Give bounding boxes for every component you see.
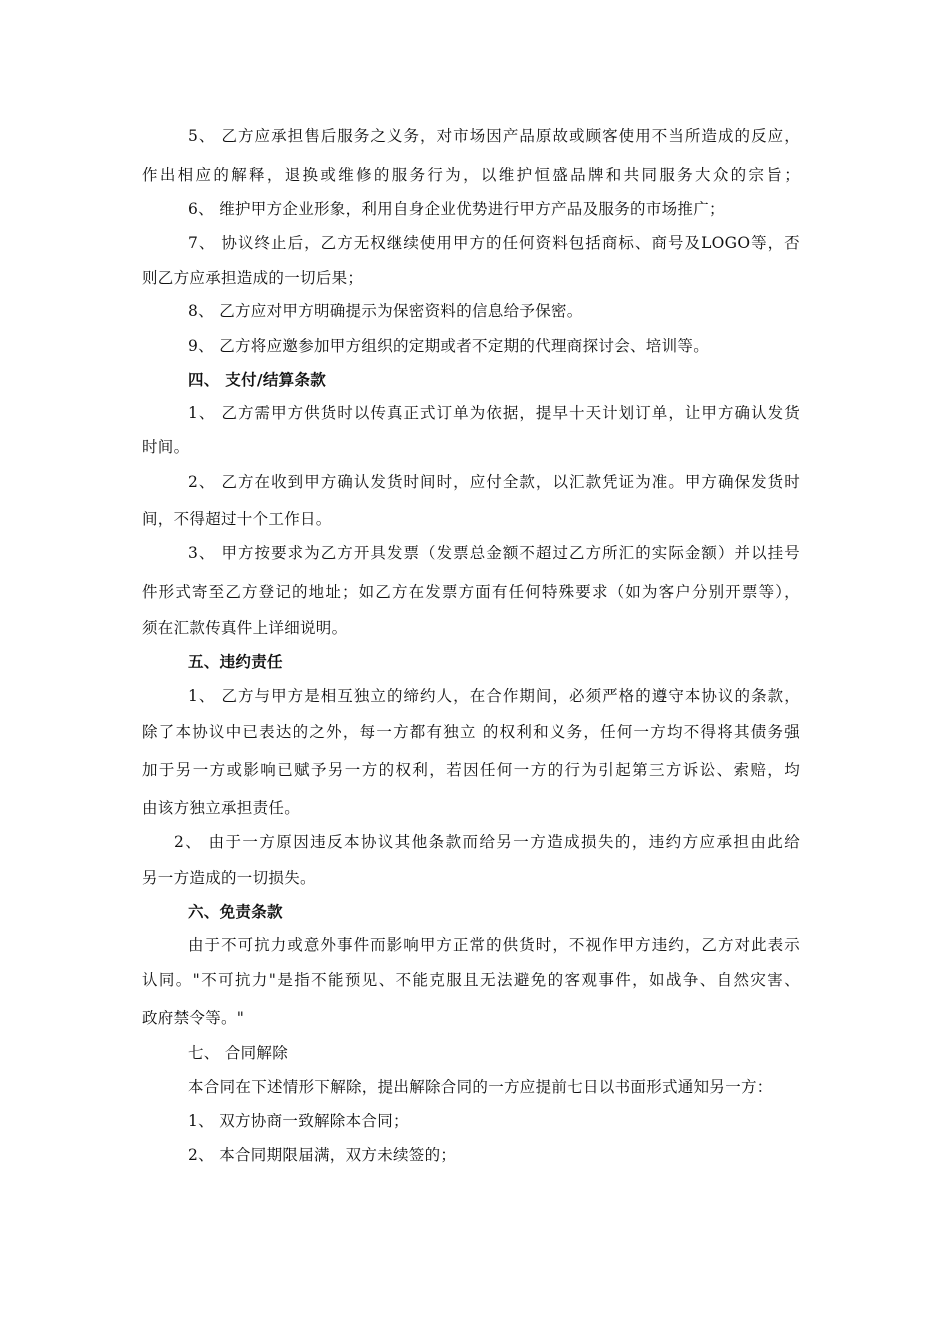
- payment-clause-2-line-2: 间，不得超过十个工作日。: [142, 510, 332, 528]
- clause-5-line-1: 5、 乙方应承担售后服务之义务，对市场因产品原故或顾客使用不当所造成的反应，: [188, 127, 800, 145]
- section-6-heading: 六、免责条款: [188, 903, 283, 921]
- breach-clause-2-line-1: 2、 由于一方原因违反本协议其他条款而给另一方造成损失的，违约方应承担由此给: [174, 833, 800, 851]
- payment-clause-2-line-1: 2、 乙方在收到甲方确认发货时间时，应付全款，以汇款凭证为准。甲方确保发货时: [188, 473, 800, 491]
- termination-clause-2: 2、 本合同期限届满，双方未续签的；: [188, 1146, 457, 1164]
- section-7-heading: 七、 合同解除: [188, 1044, 289, 1062]
- breach-clause-2-line-2: 另一方造成的一切损失。: [142, 869, 316, 887]
- breach-clause-1-line-3: 加于另一方或影响已赋予另一方的权利，若因任何一方的行为引起第三方诉讼、索赔，均: [142, 761, 800, 779]
- clause-6: 6、 维护甲方企业形象，利用自身企业优势进行甲方产品及服务的市场推广；: [188, 200, 725, 218]
- force-majeure-line-2: 认同。"不可抗力"是指不能预见、不能克服且无法避免的客观事件，如战争、自然灾害、: [142, 971, 800, 989]
- breach-clause-1-line-2: 除了本协议中已表达的之外，每一方都有独立 的权利和义务，任何一方均不得将其债务强: [142, 723, 800, 741]
- payment-clause-3-line-2: 件形式寄至乙方登记的地址；如乙方在发票方面有任何特殊要求（如为客户分别开票等），: [142, 583, 800, 601]
- force-majeure-line-3: 政府禁令等。": [142, 1009, 245, 1027]
- payment-clause-1-line-1: 1、 乙方需甲方供货时以传真正式订单为依据，提早十天计划订单，让甲方确认发货: [188, 404, 800, 422]
- clause-9: 9、 乙方将应邀参加甲方组织的定期或者不定期的代理商探讨会、培训等。: [188, 337, 709, 355]
- section-4-heading: 四、 支付/结算条款: [188, 371, 327, 389]
- breach-clause-1-line-1: 1、 乙方与甲方是相互独立的缔约人，在合作期间，必须严格的遵守本协议的条款，: [188, 687, 800, 705]
- clause-5-line-2: 作出相应的解释，退换或维修的服务行为，以维护恒盛品牌和共同服务大众的宗旨；: [142, 166, 800, 184]
- clause-7-line-2: 则乙方应承担造成的一切后果；: [142, 269, 364, 287]
- payment-clause-1-line-2: 时间。: [142, 438, 190, 456]
- termination-clause-1: 1、 双方协商一致解除本合同；: [188, 1112, 409, 1130]
- breach-clause-1-line-4: 由该方独立承担责任。: [142, 799, 301, 817]
- clause-7-line-1: 7、 协议终止后，乙方无权继续使用甲方的任何资料包括商标、商号及LOGO等，否: [188, 234, 800, 252]
- payment-clause-3-line-3: 须在汇款传真件上详细说明。: [142, 619, 348, 637]
- section-5-heading: 五、违约责任: [188, 653, 283, 671]
- clause-8: 8、 乙方应对甲方明确提示为保密资料的信息给予保密。: [188, 302, 583, 320]
- payment-clause-3-line-1: 3、 甲方按要求为乙方开具发票（发票总金额不超过乙方所汇的实际金额）并以挂号: [188, 544, 800, 562]
- termination-intro: 本合同在下述情形下解除，提出解除合同的一方应提前七日以书面形式通知另一方：: [188, 1078, 773, 1096]
- force-majeure-line-1: 由于不可抗力或意外事件而影响甲方正常的供货时，不视作甲方违约，乙方对此表示: [188, 936, 800, 954]
